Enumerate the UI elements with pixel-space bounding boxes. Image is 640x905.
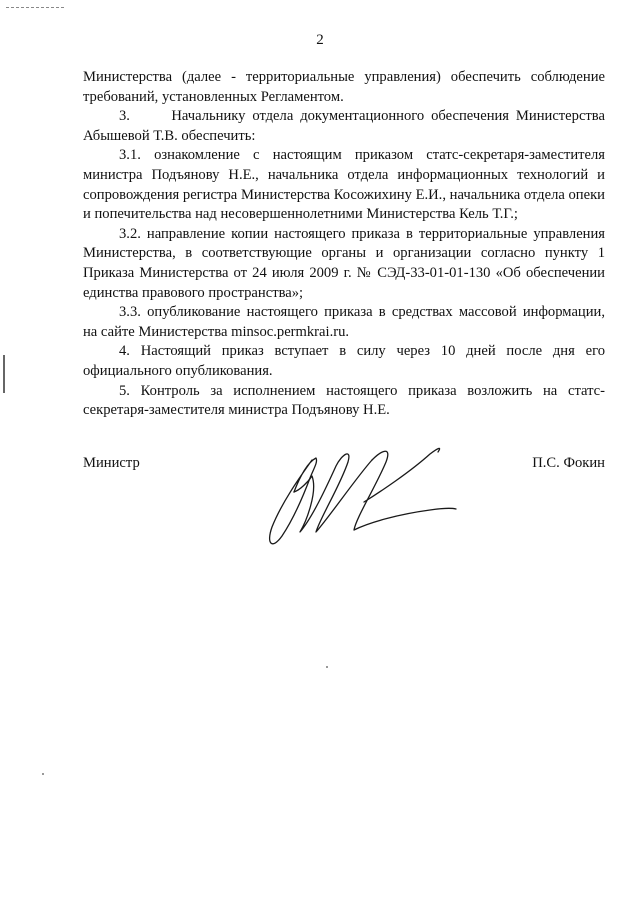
paragraph-item-3: 3. Начальнику отдела документационного обеспечения Министерства Абышевой Т.В. обеспечить: (83, 108, 605, 144)
scan-edge-mark (6, 6, 66, 9)
paragraph-item-3-1: 3.1. ознакомление с настоящим приказом статс-секретаря-заместителя министра Подъянову Н.Е., начальника отдела информационных технологий и сопровождения регистра Министерства Косожихину Е.И., начальника отдела опеки и попечительства над несовершеннолетними Министерства Кель Т.Г.; (83, 147, 605, 223)
paragraph-item-4: 4. Настоящий приказ вступает в силу через 10 дней после дня его официального опубликования. (83, 343, 605, 379)
signatory-name: П.С. Фокин (532, 455, 605, 471)
document-body (83, 68, 605, 421)
scan-speck (42, 773, 44, 775)
paragraph-item-5: 5. Контроль за исполнением настоящего приказа возложить на статс-секретаря-заместителя министра Подъянову Н.Е. (83, 382, 605, 419)
scan-speck (326, 666, 328, 668)
signatory-title: Министр (83, 455, 140, 471)
page-number: 2 (316, 32, 324, 48)
paragraph-continuation: Министерства (далее - территориальные управления) обеспечить соблюдение требований, установленных Регламентом. (83, 69, 605, 105)
scan-margin-mark (3, 355, 5, 393)
paragraph-item-3-2: 3.2. направление копии настоящего приказа в территориальные управления Министерства, в соответствующие органы и организации согласно пункту 1 Приказа Министерства от 24 июля 2009 г. № СЭД-33-01-01-130 «Об обеспечении единства правового пространства»; (83, 225, 605, 301)
paragraph-item-3-3: 3.3. опубликование настоящего приказа в средствах массовой информации, на сайте Министерства minsoc.permkrai.ru. (83, 304, 605, 340)
handwritten-signature (260, 432, 460, 562)
